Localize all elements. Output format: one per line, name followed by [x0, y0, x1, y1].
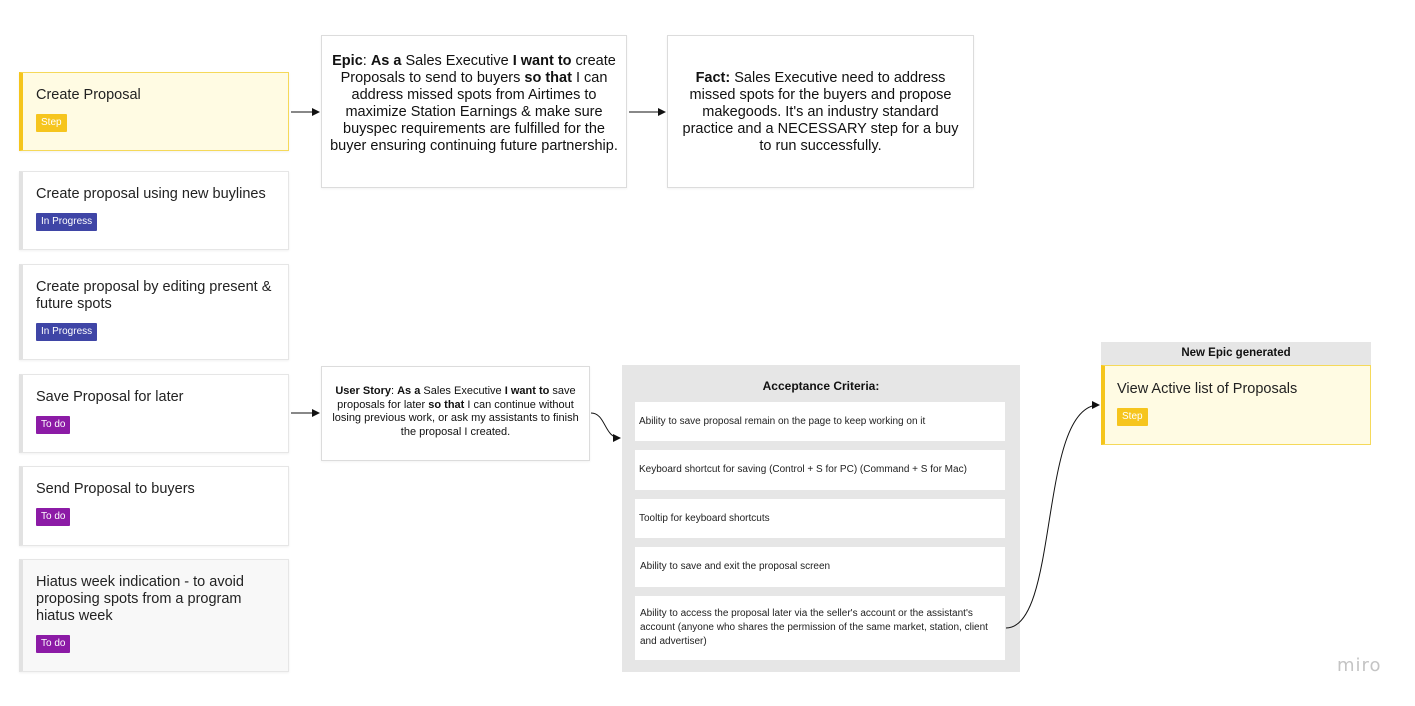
separator: : — [362, 53, 371, 69]
status-badge: In Progress — [36, 323, 97, 341]
acceptance-item[interactable]: Ability to access the proposal later via the seller's account or the assistant's account (anyone who shares the permission of the same market, station, client and advertiser) — [635, 596, 1005, 660]
role: Sales Executive — [401, 53, 513, 69]
status-badge: To do — [36, 635, 70, 653]
card-title: Hiatus week indication - to avoid proposing spots from a program hiatus week — [36, 574, 244, 624]
want: I want to — [512, 53, 572, 69]
status-badge: Step — [1117, 408, 1148, 426]
card-title: Save Proposal for later — [36, 389, 184, 405]
status-badge: Step — [36, 114, 67, 132]
as-a: As a — [370, 53, 402, 69]
status-badge: To do — [36, 416, 70, 434]
epic-label: Epic — [332, 53, 363, 69]
benefit: I can address missed spots from Airtimes to maximize Station Earnings & make sure buyspec requirements are fulfilled for the buyer ensuring continuing future partnership. — [330, 70, 618, 154]
status-badge: In Progress — [36, 213, 97, 231]
want: I want to — [504, 385, 550, 397]
as-a: As a — [397, 385, 421, 397]
card-title: Create Proposal — [36, 87, 141, 103]
benefit: I can continue without losing previous work, or ask my assistants to finish the proposal I created. — [332, 398, 579, 438]
acceptance-criteria-title: Acceptance Criteria: — [762, 379, 880, 393]
status-badge: To do — [36, 508, 70, 526]
goal: create Proposals to send to buyers — [340, 53, 616, 86]
goal: save proposals for later — [337, 385, 576, 411]
card-title: Create proposal by editing present & future spots — [36, 279, 272, 312]
separator: : — [390, 385, 398, 397]
so-that: so that — [524, 70, 572, 86]
user-story-label: User Story — [335, 385, 391, 397]
acceptance-item[interactable]: Tooltip for keyboard shortcuts — [635, 499, 1005, 538]
fact-label: Fact: — [695, 70, 731, 86]
card-title: Send Proposal to buyers — [36, 481, 195, 497]
miro-logo: miro — [1337, 655, 1382, 676]
acceptance-item[interactable]: Ability to save and exit the proposal screen — [635, 547, 1005, 587]
role: Sales Executive — [420, 385, 505, 397]
acceptance-item[interactable]: Keyboard shortcut for saving (Control + S for PC) (Command + S for Mac) — [635, 450, 1005, 490]
connector-criteria-to-new-epic — [1006, 405, 1099, 628]
card-title: Create proposal using new buylines — [36, 186, 266, 202]
new-epic-header: New Epic generated — [1101, 342, 1371, 365]
fact-text: Sales Executive need to address missed spots for the buyers and propose makegoods. It's an industry standard practice and a NECESSARY step for a buy to run successfully. — [682, 70, 959, 154]
connector-story-to-criteria — [591, 413, 620, 438]
so-that: so that — [428, 398, 465, 411]
acceptance-item[interactable]: Ability to save proposal remain on the page to keep working on it — [635, 402, 1005, 441]
card-title: View Active list of Proposals — [1117, 381, 1298, 397]
